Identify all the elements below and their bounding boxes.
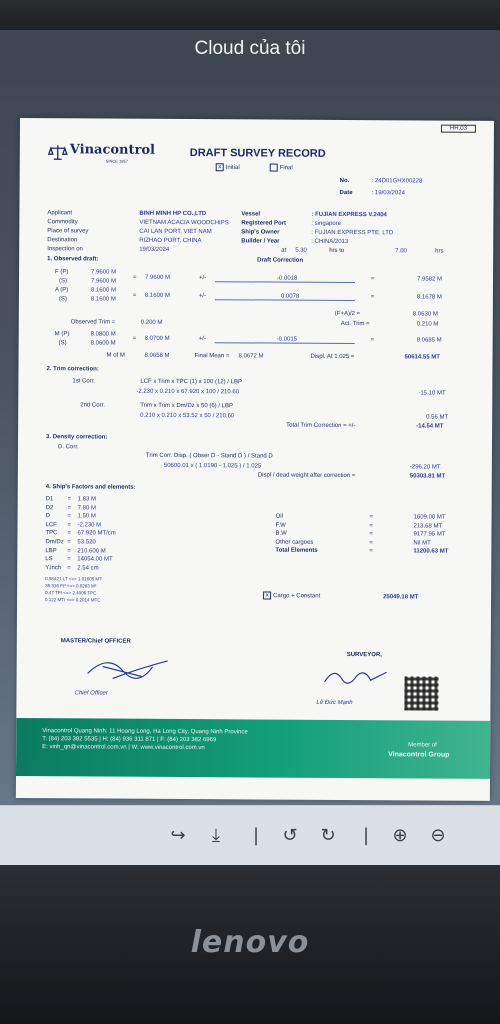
section-observed-draft: 1. Observed draft: <box>47 256 99 263</box>
f-mean: 7.9600 M <box>145 274 171 281</box>
factor-value: 1.50 M <box>77 513 96 520</box>
conversion-line: 0.98421 LT <=> 1.01605 MT <box>45 576 102 582</box>
m-corr: -0.0015 <box>276 336 298 343</box>
footer-phone: T: (84) 203 382 5535 | H: (84) 936 311 871 | F: (84) 203 382 6969 <box>42 736 217 744</box>
total-trim-value: -14.54 MT <box>416 423 444 430</box>
factor-value: 2.54 cm <box>77 565 99 572</box>
section-trim-correction: 2. Trim correction: <box>46 366 99 373</box>
ms-value: 8.0600 M <box>90 340 116 347</box>
document-footer <box>16 718 490 779</box>
c1-label: 1st Corr. <box>72 378 96 385</box>
brand-name: Vinacontrol <box>69 142 156 158</box>
conversion-line: 35.316 Ft³ <=> 0.0283 M³ <box>45 583 97 589</box>
mp-value: 8.0800 M <box>90 331 116 338</box>
member-of: Member of <box>408 742 437 749</box>
port-value: : singapore <box>311 220 342 227</box>
factor-key: LCF <box>45 521 57 529</box>
footer-address: Vinacontrol Quang Ninh: 11 Hoang Long, Ha Long City, Quang Ninh Province <box>42 728 248 736</box>
m-result: 8.0685 M <box>416 337 442 344</box>
rotate-right-icon[interactable]: ↻ <box>320 825 336 846</box>
destination-label: Destination <box>47 237 78 244</box>
element-eq: = <box>369 514 374 521</box>
final-mean-value: 8.0672 M <box>238 353 264 360</box>
footer-email: E: vinh_qn@vinacontrol.com.vn | W: www.vinacontrol.com.vn <box>42 744 205 752</box>
factor-value: 210.600 M <box>77 547 106 555</box>
element-eq: = <box>369 539 373 546</box>
displ-value: 50614.55 MT <box>404 354 440 361</box>
date-value: : 19/03/2024 <box>371 190 405 197</box>
factor-eq: = <box>67 522 72 529</box>
as-value: 8.1600 M <box>90 296 116 303</box>
fs-label: (S) <box>58 278 68 285</box>
cargo-label: Cargo + Constant <box>273 593 321 600</box>
initial-checkbox <box>216 163 240 171</box>
displ-label: Displ. At 1.025 = <box>310 353 355 361</box>
act-trim-value: 0.210 M <box>416 321 439 328</box>
surveyor-signature-icon <box>317 662 397 692</box>
m-mean: 8.0700 M <box>144 335 170 342</box>
obs-trim-label: Observed Trim = <box>70 319 116 326</box>
group-name: Vinacontrol Group <box>388 751 450 759</box>
factor-eq: = <box>67 513 72 520</box>
total-trim-label: Total Trim Correction = +/- <box>286 422 356 430</box>
qr-code-icon <box>404 676 438 710</box>
element-key: F.W <box>275 522 286 529</box>
no-label: No. <box>339 177 350 185</box>
element-key: Total Elements <box>275 547 318 555</box>
factor-key: LBP <box>45 547 57 554</box>
as-label: (S) <box>58 296 67 303</box>
final-label: Final <box>279 165 293 172</box>
zoom-out-icon[interactable]: ⊖ <box>430 825 446 846</box>
a-result: 8.1678 M <box>416 294 442 301</box>
element-eq: = <box>369 522 374 529</box>
no-value: : 24D01GHX00228 <box>371 178 423 185</box>
cargo-checkbox <box>263 591 320 599</box>
divider: | <box>252 825 260 846</box>
initial-label: Initial <box>225 164 240 171</box>
c2-formula: Trim x Trim x Dm/Dz x 50 (6) / LBP <box>140 402 234 410</box>
place-label: Place of survey <box>47 228 89 235</box>
date-label: Date <box>339 189 353 197</box>
inspection-label: Inspection on <box>47 246 83 253</box>
builder-label: Builder / Year <box>241 238 280 245</box>
factor-eq: = <box>67 547 71 554</box>
factor-key: D2 <box>45 504 54 511</box>
owner-value: : FUJIAN EXPRESS PTE. LTD <box>311 229 394 237</box>
document-image <box>16 118 494 801</box>
factor-eq: = <box>67 504 72 511</box>
element-key: Oil <box>275 513 283 520</box>
fp-label: F (P) <box>55 269 69 276</box>
element-value: 213.68 MT <box>413 523 443 530</box>
factor-eq: = <box>67 530 71 537</box>
vessel-value: : FUJIAN EXPRESS V.2404 <box>311 211 387 219</box>
page-title: Cloud của tôi <box>194 38 306 59</box>
factor-key: D1 <box>45 496 54 503</box>
checkbox-empty-icon <box>270 164 278 172</box>
builder-value: : CHINA/2013 <box>311 238 349 246</box>
draft-correction-heading: Draft Correction <box>257 257 304 264</box>
section-density: 3. Density correction: <box>46 434 108 441</box>
rotate-left-icon[interactable]: ↺ <box>282 825 298 846</box>
master-label: MASTER/Chief OFFICER <box>60 638 131 645</box>
brand-sub: SINCE 1957 <box>105 158 128 164</box>
factor-value: 14054.00 MT <box>77 556 113 563</box>
factor-key: TPC <box>45 530 58 537</box>
mp-label: M (P) <box>54 331 70 338</box>
factor-value: 67.920 MT/cm <box>77 530 116 537</box>
inspection-value: 19/03/2024 <box>139 246 170 253</box>
vessel-label: Vessel <box>241 211 261 218</box>
element-value: 9177.95 MT <box>413 531 446 538</box>
form-code: HH.03 <box>441 125 476 133</box>
fa2-value: 8.0630 M <box>412 311 438 318</box>
surveyor-name: Lê Đức Mạnh <box>316 699 353 707</box>
element-value: 11200.63 MT <box>413 548 449 556</box>
chief-officer-label: Chief Officer <box>74 690 108 697</box>
f-corr: -0.0018 <box>277 275 298 282</box>
final-checkbox <box>270 164 293 172</box>
ap-value: 8.1600 M <box>90 287 116 294</box>
displ-dw-value: 50303.81 MT <box>409 473 446 480</box>
destination-value: RIZHAO PORT, CHINA <box>139 237 202 245</box>
surveyor-label: SURVEYOR, <box>346 652 382 659</box>
conversion-line: 0.122 MTI <=> 0.2014 MTC <box>45 597 101 603</box>
factor-key: D <box>45 513 50 520</box>
fa2-label: (F+A)/2 = <box>334 310 361 318</box>
insp-hrs: hrs <box>435 248 444 255</box>
element-value: Nil MT <box>413 540 431 547</box>
owner-label: Ship's Owner <box>241 229 280 236</box>
factor-eq: = <box>67 565 71 572</box>
dcorr-label: D. Corr. <box>57 444 79 451</box>
insp-at: at <box>281 247 287 254</box>
pm: +/- <box>199 275 207 282</box>
a-corr: 0.0078 <box>280 293 300 300</box>
act-trim-label: Act. Trim = <box>340 320 370 328</box>
dcorr-result: -296.20 MT <box>409 464 441 471</box>
eq: = <box>132 335 137 342</box>
mofm-value: 8.0658 M <box>144 352 170 359</box>
factor-eq: = <box>67 539 71 546</box>
insp-to: 7.00 <box>395 248 407 255</box>
eq: = <box>370 294 375 301</box>
factor-key: Y.inch <box>45 564 62 572</box>
final-mean-label: Final Mean = <box>194 353 230 360</box>
insp-hrs-to: hrs to <box>329 247 345 254</box>
c1-values: -2.230 x 0.210 x 67.920 x 100 / 210.60 <box>136 388 240 396</box>
pm: +/- <box>198 293 207 300</box>
f-result: 7.9582 M <box>417 276 443 283</box>
ap-label: A (P) <box>54 287 69 294</box>
c2-values: 0.210 x 0.210 x 53.52 x 50 / 210.60 <box>140 412 235 420</box>
applicant-value: BINH MINH HP CO.,LTD <box>139 210 207 218</box>
c2-result: 0.56 MT <box>426 414 449 421</box>
place-value: CAI LAN PORT, VIET NAM <box>139 228 212 236</box>
c1-formula: LCF x Trim x TPC (1) x 100 (12) / LBP <box>140 378 243 386</box>
a-mean: 8.1600 M <box>144 292 170 299</box>
share-icon[interactable]: ↪ <box>170 825 186 846</box>
cargo-value: 25049.18 MT <box>383 594 419 601</box>
factor-value: 1.83 M <box>77 496 97 503</box>
element-eq: = <box>369 548 373 555</box>
factor-value: -2.230 M <box>77 522 102 529</box>
lenovo-logo: lenovo <box>190 925 310 960</box>
eq: = <box>370 337 375 344</box>
factor-value: 7.80 M <box>77 504 96 512</box>
c2-label: 2nd Corr. <box>80 402 105 409</box>
element-key: B.W <box>275 530 287 537</box>
laptop-bezel-top <box>0 0 500 30</box>
factor-key: LS <box>45 556 53 563</box>
commodity-value: VIETNAM ACACIA WOODCHIPS <box>139 219 229 227</box>
commodity-label: Commodity <box>47 219 78 226</box>
divider: | <box>362 825 370 846</box>
zoom-in-icon[interactable]: ⊕ <box>392 825 408 846</box>
viewer-toolbar <box>0 805 500 866</box>
eq: = <box>132 292 137 299</box>
factor-eq: = <box>67 496 72 503</box>
element-key: Other cargoes <box>275 539 314 546</box>
dcorr-values: 50600.01 x ( 1.0190 - 1.025 ) / 1.025 <box>163 462 262 470</box>
eq: = <box>133 274 137 281</box>
port-label: Registered Port <box>241 220 287 227</box>
checkbox-checked-icon: x <box>216 163 224 171</box>
factor-value: 53.520 <box>77 539 96 546</box>
element-value: 1609.00 MT <box>413 514 446 521</box>
section-ship-factors: 4. Ship's Factors and elements: <box>45 484 136 491</box>
factor-eq: = <box>67 556 71 563</box>
ms-label: (S) <box>58 340 67 347</box>
checkbox-checked-icon: x <box>263 591 271 599</box>
fs-value: 7.9600 M <box>90 278 117 285</box>
vinacontrol-logo-icon <box>48 144 68 160</box>
element-eq: = <box>369 531 373 538</box>
obs-trim-value: 0.200 M <box>140 319 163 326</box>
conversion-line: 0.47 TPI <=> 2.4006 TPC <box>45 590 97 596</box>
fp-value: 7.9600 M <box>91 269 117 276</box>
dcorr-formula: Trim Corr. Disp. ( Obser D - Stand D ) / Stand D <box>145 452 273 460</box>
eq: = <box>371 276 375 283</box>
factor-key: Dm/Dz <box>45 539 64 546</box>
master-signature-icon <box>83 648 173 685</box>
mofm-label: M of M <box>106 352 125 359</box>
pm: +/- <box>198 336 206 343</box>
displ-dw-label: Displ / dead weight after correction = <box>257 472 356 480</box>
download-icon[interactable]: ⤓ <box>212 825 220 846</box>
document-title: DRAFT SURVEY RECORD <box>189 147 326 160</box>
c1-result: -15.10 MT <box>418 390 446 397</box>
insp-from: 5.30 <box>295 247 307 254</box>
applicant-label: Applicant <box>47 210 73 217</box>
